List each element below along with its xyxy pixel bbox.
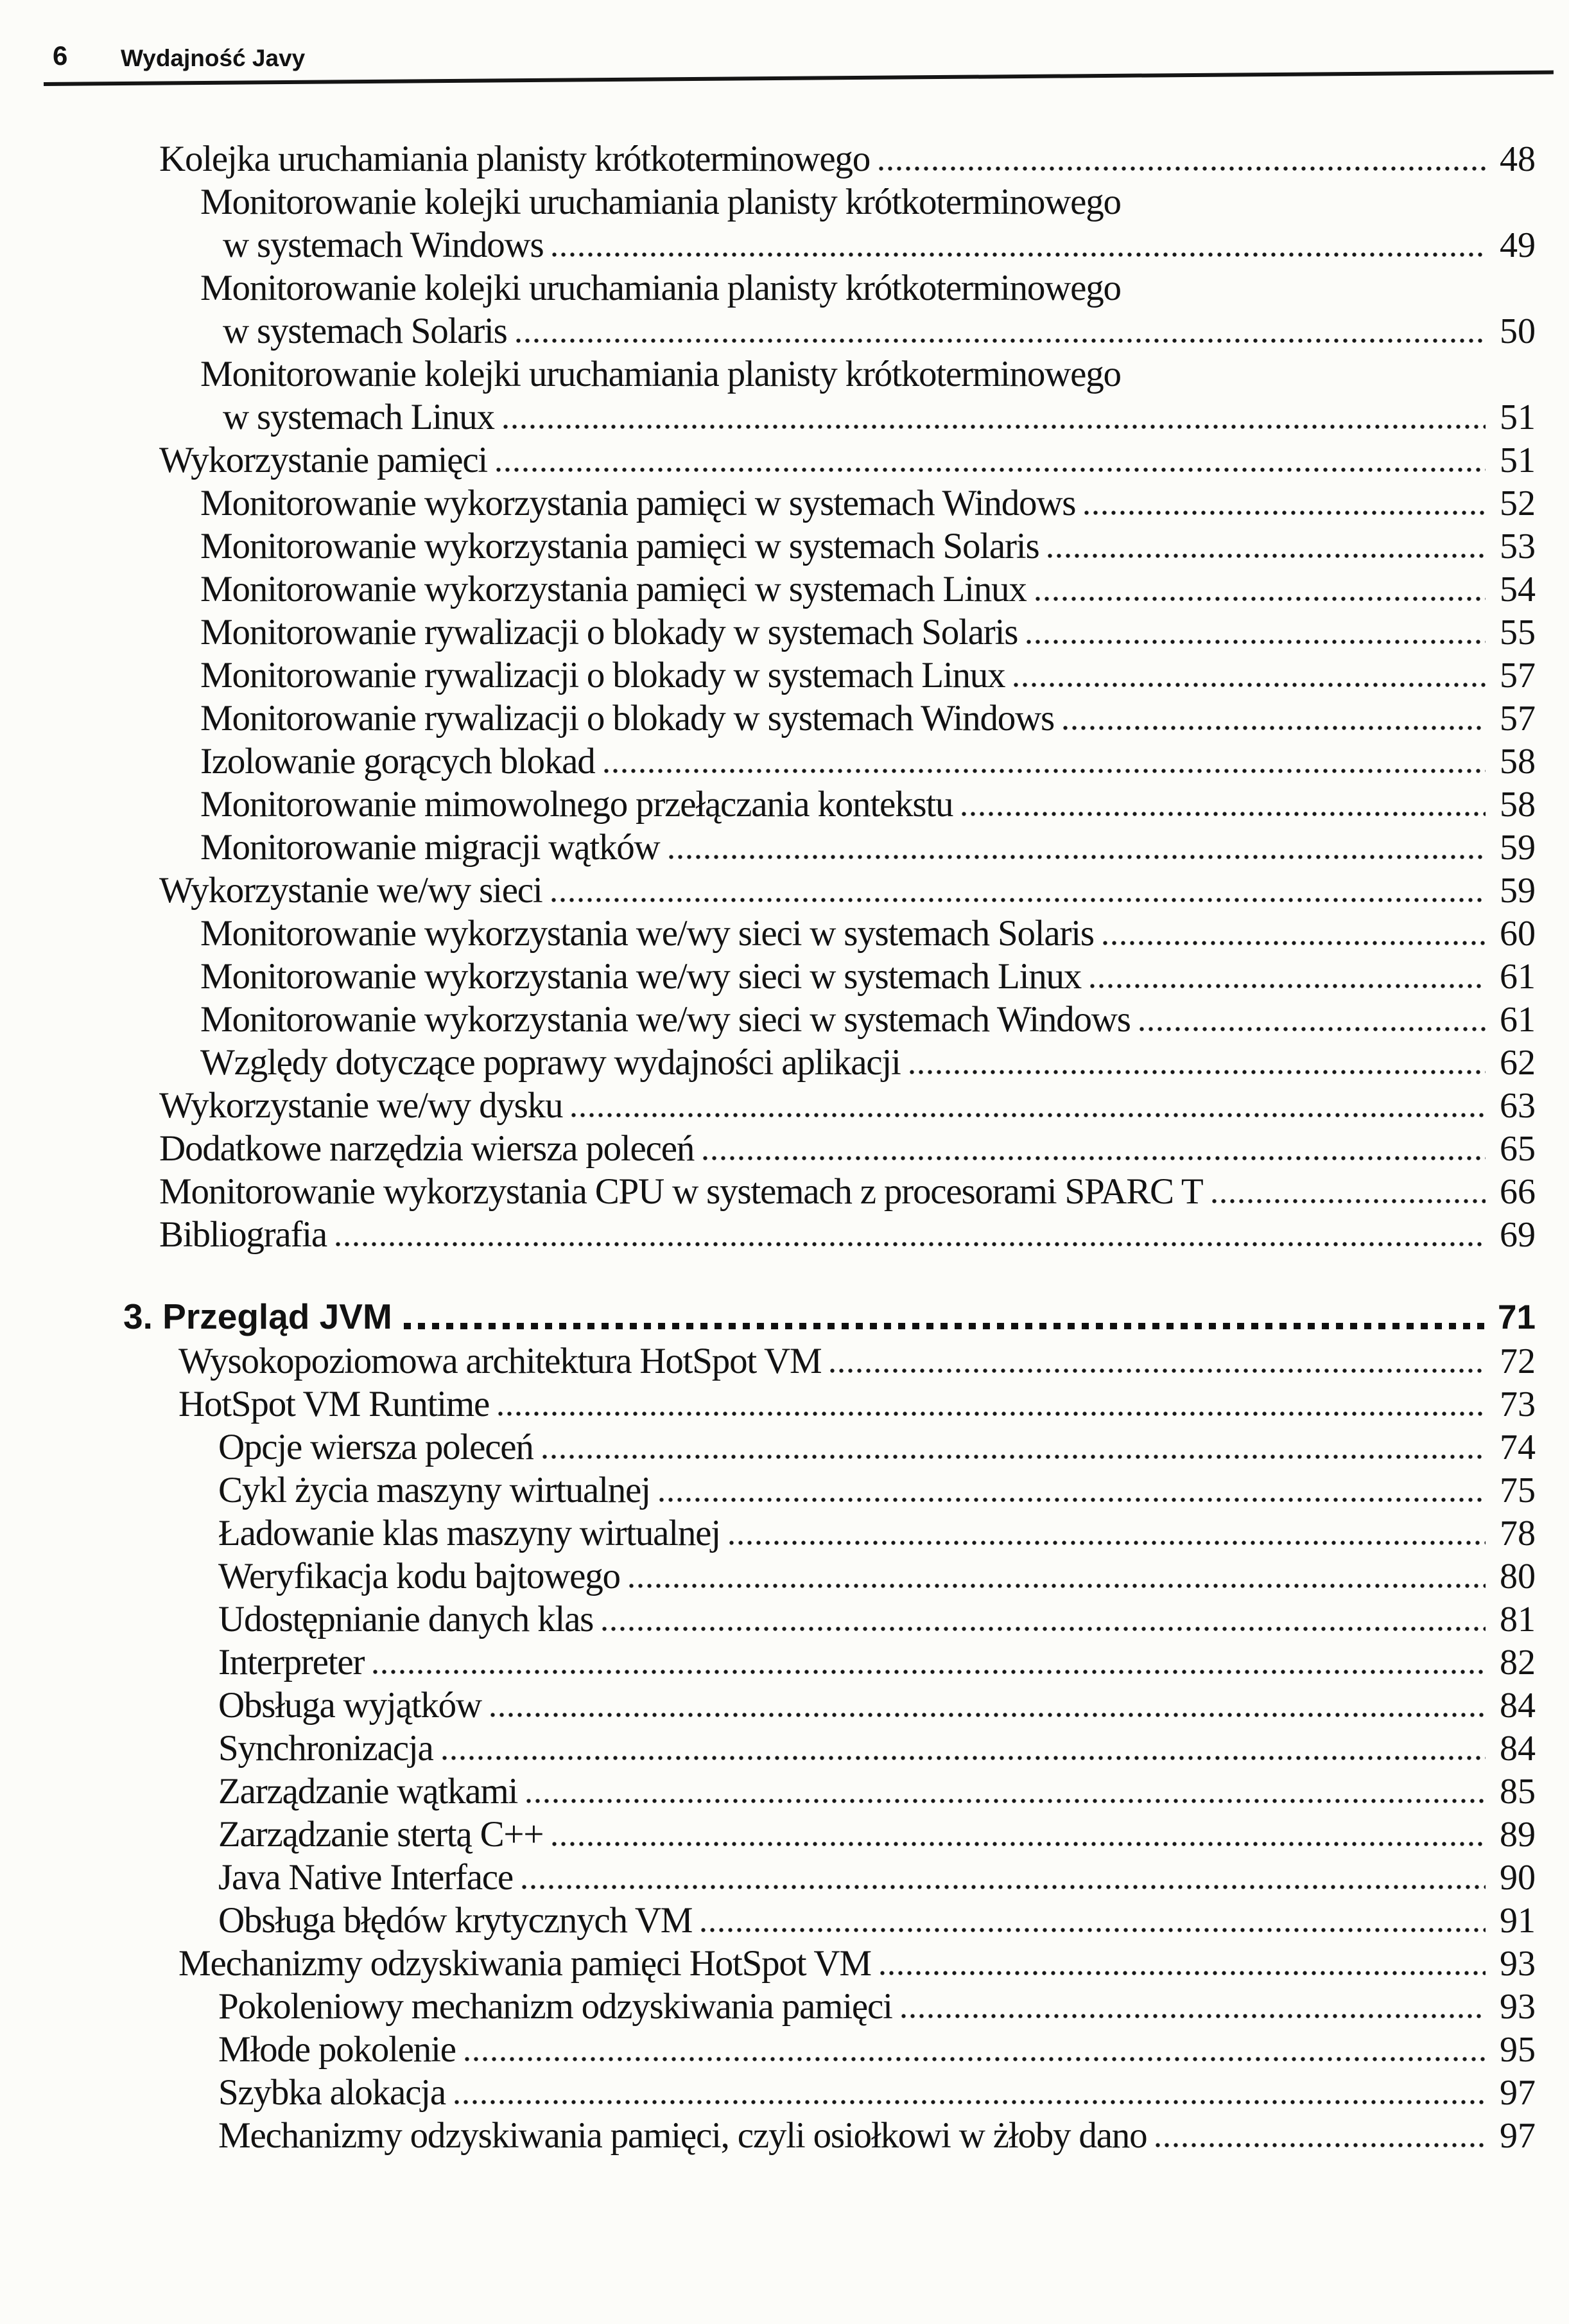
toc-row [0, 998, 1569, 1041]
toc-page-number: 57 [1500, 656, 1536, 695]
toc-row [0, 266, 1569, 310]
toc-page-number: 49 [1500, 225, 1536, 265]
toc-row [0, 1426, 1569, 1469]
toc-row [0, 1469, 1569, 1512]
toc-page-number: 63 [1500, 1086, 1536, 1126]
toc-page-number: 50 [1500, 311, 1536, 351]
toc-entry-label: HotSpot VM Runtime [178, 1384, 490, 1424]
toc-entry-label: Zarządzanie stertą C++ [218, 1814, 544, 1855]
toc-row [0, 180, 1569, 223]
toc-page-number: 75 [1500, 1471, 1536, 1510]
toc-entry-label: Szybka alokacja [218, 2072, 446, 2113]
toc-row [0, 223, 1569, 266]
dot-leader [552, 252, 1486, 257]
toc-page-number: 53 [1500, 527, 1536, 566]
running-head-page-number: 6 [53, 40, 68, 71]
toc-row [0, 1641, 1569, 1684]
toc-page-number: 93 [1500, 1944, 1536, 1984]
dot-leader [1103, 941, 1486, 945]
dot-leader [602, 1627, 1486, 1631]
toc-entry-label: Wysokopoziomowa architektura HotSpot VM [178, 1341, 822, 1381]
toc-page-number: 81 [1500, 1600, 1536, 1639]
toc-row [0, 1942, 1569, 1985]
toc-entry-label: Ładowanie klas maszyny wirtualnej [218, 1513, 720, 1553]
dot-leader [659, 1498, 1486, 1502]
toc-row [0, 137, 1569, 180]
toc-row [0, 869, 1569, 912]
toc-page-number: 62 [1500, 1043, 1536, 1083]
toc-row [0, 1985, 1569, 2028]
toc-entry-label: Monitorowanie rywalizacji o blokady w systemach Linux [200, 655, 1005, 695]
toc-row [0, 783, 1569, 826]
toc-entry-label: Zarządzanie wątkami [218, 1771, 518, 1812]
toc-row [0, 654, 1569, 697]
toc-entry-label: Java Native Interface [218, 1857, 513, 1898]
dot-leader [442, 1756, 1486, 1760]
toc-entry-label: Cykl życia maszyny wirtualnej [218, 1470, 650, 1510]
toc-page-number: 97 [1500, 2116, 1536, 2156]
toc-section [0, 137, 1569, 1256]
dot-leader [901, 2014, 1486, 2018]
toc-entry-label: Monitorowanie wykorzystania pamięci w systemach Windows [200, 483, 1076, 523]
dot-leader [1212, 1199, 1486, 1203]
dot-leader [455, 2100, 1486, 2104]
toc-entry-label: w systemach Solaris [223, 311, 507, 351]
toc-row [0, 396, 1569, 439]
toc-page-number: 72 [1500, 1341, 1536, 1381]
toc-entry-label: Wykorzystanie we/wy sieci [159, 870, 542, 911]
toc-entry-label: Monitorowanie mimowolnego przełączania kontekstu [200, 784, 953, 825]
dot-leader [1036, 597, 1486, 601]
toc-page-number: 60 [1500, 914, 1536, 954]
toc-entry-label: Dodatkowe narzędzia wiersza poleceń [159, 1128, 695, 1169]
toc-page-number: 59 [1500, 871, 1536, 911]
dot-leader [336, 1242, 1486, 1246]
toc-row [0, 1127, 1569, 1170]
toc-row [0, 1084, 1569, 1127]
toc-page-number: 73 [1500, 1385, 1536, 1424]
dot-leader [552, 1842, 1486, 1846]
toc-entry-label: Synchronizacja [218, 1728, 433, 1769]
toc-row [0, 353, 1569, 396]
dot-leader [1027, 640, 1486, 644]
toc-row [0, 1856, 1569, 1899]
dot-leader [1014, 683, 1486, 687]
toc-row [0, 2114, 1569, 2157]
toc-entry-label: Monitorowanie wykorzystania pamięci w systemach Solaris [200, 526, 1039, 566]
toc-row [0, 611, 1569, 654]
toc-row [0, 1684, 1569, 1727]
dot-leader [496, 467, 1486, 472]
toc-entry-label: Obsługa błędów krytycznych VM [218, 1900, 693, 1941]
toc-row [0, 826, 1569, 869]
toc-page-number: 80 [1500, 1557, 1536, 1596]
toc-page-number: 97 [1500, 2073, 1536, 2113]
toc-page-number: 69 [1500, 1215, 1536, 1255]
dot-leader [373, 1670, 1486, 1674]
toc-page-number: 71 [1498, 1298, 1536, 1336]
table-of-contents [0, 137, 1569, 2157]
toc-page-number: 65 [1500, 1129, 1536, 1169]
toc-page-number: 48 [1500, 139, 1536, 179]
toc-entry-label: Monitorowanie kolejki uruchamiania planisty krótkoterminowego [200, 268, 1121, 308]
toc-row [0, 955, 1569, 998]
toc-row [0, 439, 1569, 482]
toc-page-number: 58 [1500, 785, 1536, 825]
dot-leader [503, 424, 1486, 429]
running-head-title: Wydajność Javy [121, 45, 306, 71]
header-rule [44, 71, 1554, 86]
toc-page-number: 55 [1500, 613, 1536, 652]
toc-page-number: 90 [1500, 1858, 1536, 1898]
toc-row [0, 1813, 1569, 1856]
toc-row [0, 1598, 1569, 1641]
toc-row [0, 1770, 1569, 1813]
toc-entry-label: Pokoleniowy mechanizm odzyskiwania pamięci [218, 1986, 892, 2027]
toc-row [0, 525, 1569, 568]
dot-leader [522, 1885, 1486, 1889]
toc-row [0, 2028, 1569, 2071]
toc-row [0, 310, 1569, 353]
toc-row [0, 1213, 1569, 1256]
toc-row [0, 697, 1569, 740]
dot-leader [551, 898, 1486, 902]
toc-entry-label: Obsługa wyjątków [218, 1685, 481, 1726]
toc-entry-label: Weryfikacja kodu bajtowego [218, 1556, 620, 1596]
toc-row [0, 1170, 1569, 1213]
toc-entry-label: Kolejka uruchamiania planisty krótkoterminowego [159, 139, 871, 179]
toc-page-number: 58 [1500, 742, 1536, 782]
toc-row [0, 912, 1569, 955]
toc-row [0, 1899, 1569, 1942]
dot-leader [701, 1928, 1486, 1932]
toc-entry-label: Mechanizmy odzyskiwania pamięci HotSpot VM [178, 1943, 871, 1984]
dot-leader [490, 1713, 1486, 1717]
toc-entry-label: Wykorzystanie we/wy dysku [159, 1085, 563, 1126]
toc-entry-label: Monitorowanie wykorzystania we/wy sieci w systemach Linux [200, 956, 1082, 997]
toc-page-number: 54 [1500, 570, 1536, 609]
chapter-heading-label: 3. Przegląd JVM [123, 1297, 392, 1336]
toc-page-number: 66 [1500, 1172, 1536, 1212]
toc-entry-label: Monitorowanie migracji wątków [200, 827, 660, 868]
dot-leader [571, 1113, 1486, 1117]
toc-row [0, 1555, 1569, 1598]
toc-row [0, 1383, 1569, 1426]
dot-leader [516, 338, 1486, 343]
dot-leader [880, 1971, 1486, 1975]
toc-row [0, 740, 1569, 783]
toc-row [0, 1041, 1569, 1084]
toc-entry-label: Opcje wiersza poleceń [218, 1427, 533, 1467]
toc-entry-label: Monitorowanie wykorzystania we/wy sieci w systemach Windows [200, 999, 1131, 1040]
dot-leader [498, 1411, 1486, 1416]
dot-leader [669, 855, 1486, 859]
toc-page-number: 51 [1500, 441, 1536, 480]
dot-leader [879, 166, 1486, 171]
toc-row [0, 1727, 1569, 1770]
toc-entry-label: Bibliografia [159, 1214, 327, 1255]
toc-section [0, 1293, 1569, 2157]
toc-entry-label: w systemach Windows [223, 225, 544, 265]
toc-row [0, 1512, 1569, 1555]
toc-entry-label: Monitorowanie wykorzystania we/wy sieci w systemach Solaris [200, 913, 1094, 954]
toc-page-number: 85 [1500, 1772, 1536, 1812]
dot-leader [910, 1070, 1486, 1074]
toc-page-number: 59 [1500, 828, 1536, 868]
toc-page-number: 93 [1500, 1987, 1536, 2027]
dot-leader [1048, 554, 1486, 558]
toc-page-number: 51 [1500, 398, 1536, 437]
toc-row [0, 568, 1569, 611]
toc-entry-label: Izolowanie gorących blokad [200, 741, 595, 782]
toc-page-number: 89 [1500, 1815, 1536, 1855]
toc-entry-label: Względy dotyczące poprawy wydajności aplikacji [200, 1042, 901, 1083]
dot-leader [830, 1368, 1486, 1373]
dot-leader [1063, 726, 1486, 730]
toc-entry-label: Interpreter [218, 1642, 365, 1682]
toc-page-number: 61 [1500, 957, 1536, 997]
toc-page-number: 78 [1500, 1514, 1536, 1553]
dot-leader [404, 1323, 1484, 1329]
toc-row [0, 2071, 1569, 2114]
dot-leader [1156, 2143, 1486, 2147]
toc-entry-label: Monitorowanie wykorzystania pamięci w systemach Linux [200, 569, 1027, 609]
toc-entry-label: Monitorowanie rywalizacji o blokady w systemach Solaris [200, 612, 1018, 652]
toc-entry-label: w systemach Linux [223, 397, 494, 437]
toc-entry-label: Monitorowanie kolejki uruchamiania planisty krótkoterminowego [200, 182, 1121, 222]
toc-entry-label: Udostępnianie danych klas [218, 1599, 594, 1639]
toc-entry-label: Mechanizmy odzyskiwania pamięci, czyli osiołkowi w żłoby dano [218, 2115, 1147, 2156]
toc-row [0, 1340, 1569, 1383]
dot-leader [542, 1455, 1486, 1459]
dot-leader [1140, 1027, 1486, 1031]
toc-entry-label: Młode pokolenie [218, 2029, 456, 2070]
toc-page-number: 95 [1500, 2030, 1536, 2070]
toc-page-number: 57 [1500, 699, 1536, 738]
toc-page-number: 52 [1500, 484, 1536, 523]
toc-page-number: 84 [1500, 1686, 1536, 1726]
toc-page-number: 82 [1500, 1643, 1536, 1682]
toc-chapter-heading [0, 1293, 1569, 1340]
toc-entry-label: Monitorowanie rywalizacji o blokady w systemach Windows [200, 698, 1055, 738]
toc-page-number: 84 [1500, 1729, 1536, 1769]
dot-leader [1084, 511, 1486, 515]
toc-row [0, 482, 1569, 525]
toc-page-number: 74 [1500, 1428, 1536, 1467]
toc-entry-label: Monitorowanie kolejki uruchamiania planisty krótkoterminowego [200, 354, 1121, 394]
dot-leader [729, 1541, 1486, 1545]
dot-leader [604, 769, 1486, 773]
dot-leader [465, 2057, 1486, 2061]
toc-page-number: 91 [1500, 1901, 1536, 1941]
dot-leader [962, 812, 1486, 816]
dot-leader [526, 1799, 1486, 1803]
toc-entry-label: Wykorzystanie pamięci [159, 440, 488, 480]
toc-page-number: 61 [1500, 1000, 1536, 1040]
dot-leader [703, 1156, 1486, 1160]
dot-leader [629, 1584, 1486, 1588]
dot-leader [1090, 984, 1486, 988]
toc-entry-label: Monitorowanie wykorzystania CPU w systemach z procesorami SPARC T [159, 1171, 1203, 1212]
